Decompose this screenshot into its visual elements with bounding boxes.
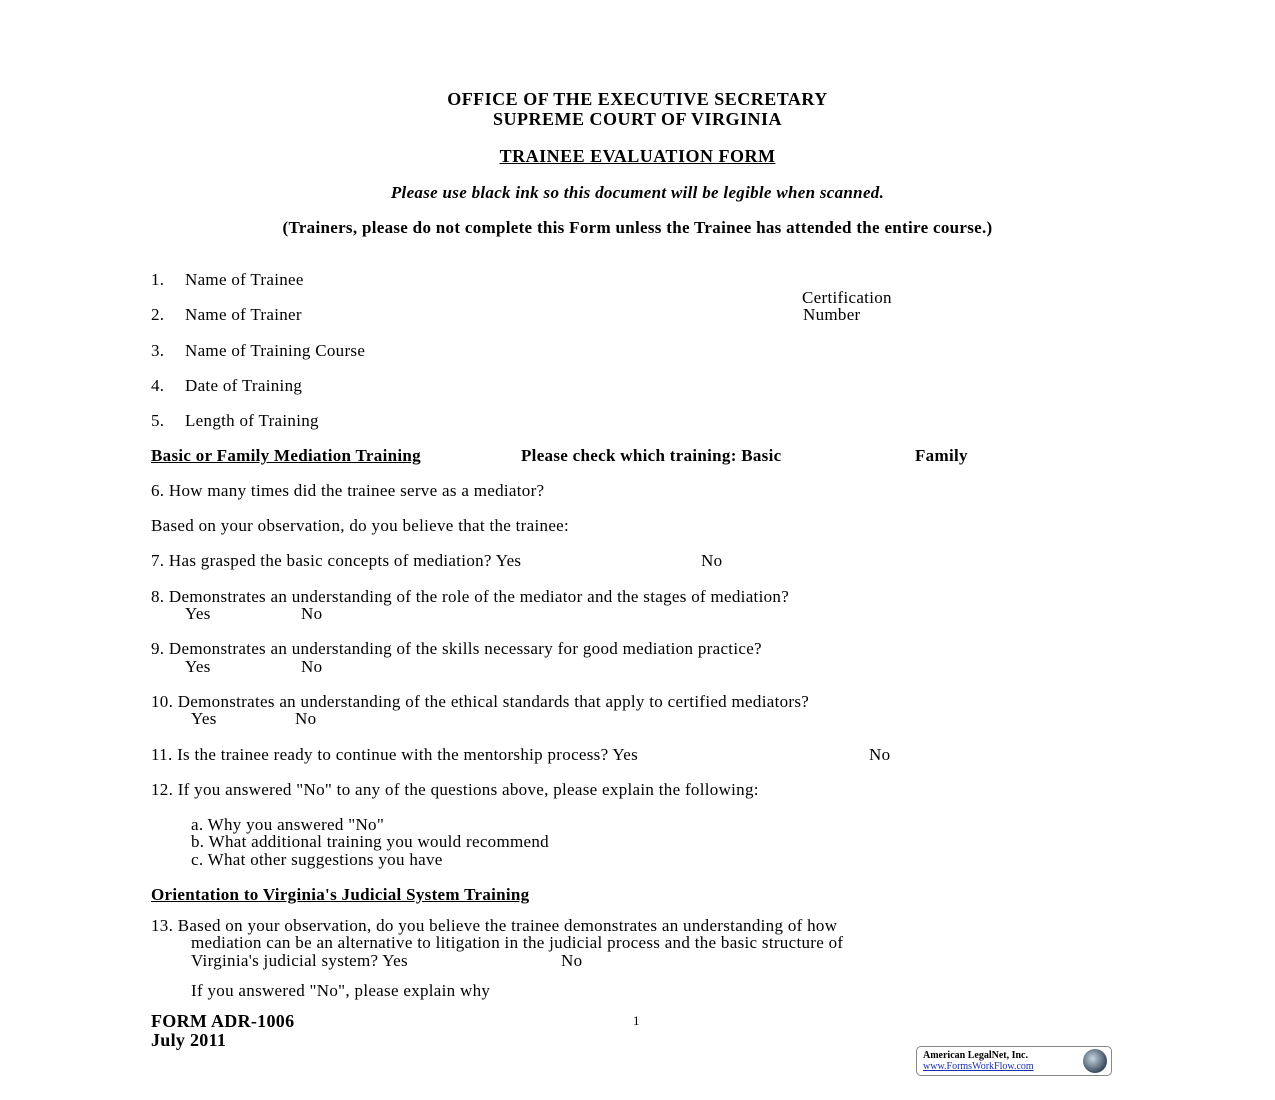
question-11: 11. Is the trainee ready to continue with the mentorship process? Yes	[151, 745, 638, 764]
section-basic-family-heading: Basic or Family Mediation Training	[151, 446, 421, 465]
page-number: 1	[633, 1013, 640, 1028]
form-title: TRAINEE EVALUATION FORM	[499, 146, 776, 166]
question-8: 8. Demonstrates an understanding of the role of the mediator and the stages of mediation?	[151, 587, 790, 606]
logo-company: American LegalNet, Inc.	[923, 1050, 1028, 1061]
field-num: 3.	[151, 341, 165, 360]
field-training-course: Name of Training Course	[185, 341, 366, 360]
question-9: 9. Demonstrates an understanding of the skills necessary for good mediation practice?	[151, 639, 762, 658]
q7-no-option[interactable]: No	[701, 551, 723, 570]
field-name-of-trainer: Name of Trainer	[185, 305, 302, 324]
question-10: 10. Demonstrates an understanding of the ethical standards that apply to certified mediators?	[151, 692, 810, 711]
field-length-of-training: Length of Training	[185, 411, 319, 430]
question-6: 6. How many times did the trainee serve as a mediator?	[151, 481, 545, 500]
field-num: 5.	[151, 411, 165, 430]
q11-no-option[interactable]: No	[869, 745, 891, 764]
q8-yes-option[interactable]: Yes	[185, 604, 211, 623]
q13-explain: If you answered "No", please explain why	[191, 981, 491, 1000]
q9-no-option[interactable]: No	[301, 657, 323, 676]
q12-item-c: c. What other suggestions you have	[191, 850, 443, 869]
field-num: 1.	[151, 270, 165, 289]
form-date: July 2011	[151, 1030, 227, 1050]
q12-item-b: b. What additional training you would recommend	[191, 832, 549, 851]
header-office: OFFICE OF THE EXECUTIVE SECRETARY	[447, 89, 828, 109]
trainer-note: (Trainers, please do not complete this Form unless the Trainee has attended the entire course.)	[282, 218, 993, 237]
section-orientation-heading: Orientation to Virginia's Judicial System Training	[151, 885, 530, 904]
question-13-line1: 13. Based on your observation, do you believe the trainee demonstrates an understanding of how	[151, 916, 838, 935]
q8-no-option[interactable]: No	[301, 604, 323, 623]
field-date-of-training: Date of Training	[185, 376, 303, 395]
field-num: 2.	[151, 305, 165, 324]
certification-number-label: Number	[803, 305, 861, 324]
check-family-option[interactable]: Family	[915, 446, 968, 465]
ink-note: Please use black ink so this document will be legible when scanned.	[390, 183, 885, 202]
american-legalnet-logo[interactable]	[916, 1046, 1112, 1076]
observation-intro: Based on your observation, do you believe that the trainee:	[151, 516, 570, 535]
q9-yes-option[interactable]: Yes	[185, 657, 211, 676]
logo-url-link[interactable]: www.FormsWorkFlow.com	[923, 1061, 1034, 1072]
form-number: FORM ADR-1006	[151, 1011, 295, 1031]
question-13-line2: mediation can be an alternative to litigation in the judicial process and the basic structure of	[191, 933, 844, 952]
field-name-of-trainee: Name of Trainee	[185, 270, 304, 289]
q10-yes-option[interactable]: Yes	[191, 709, 217, 728]
q13-no-option[interactable]: No	[561, 951, 583, 970]
check-basic-option[interactable]: Please check which training: Basic	[521, 446, 782, 465]
q12-item-a: a. Why you answered "No"	[191, 815, 385, 834]
globe-icon	[1083, 1049, 1107, 1073]
question-12: 12. If you answered "No" to any of the questions above, please explain the following:	[151, 780, 759, 799]
field-num: 4.	[151, 376, 165, 395]
q10-no-option[interactable]: No	[295, 709, 317, 728]
question-7: 7. Has grasped the basic concepts of mediation? Yes	[151, 551, 522, 570]
header-court: SUPREME COURT OF VIRGINIA	[492, 109, 783, 129]
question-13-line3: Virginia's judicial system? Yes	[191, 951, 408, 970]
certification-label: Certification	[802, 288, 892, 307]
